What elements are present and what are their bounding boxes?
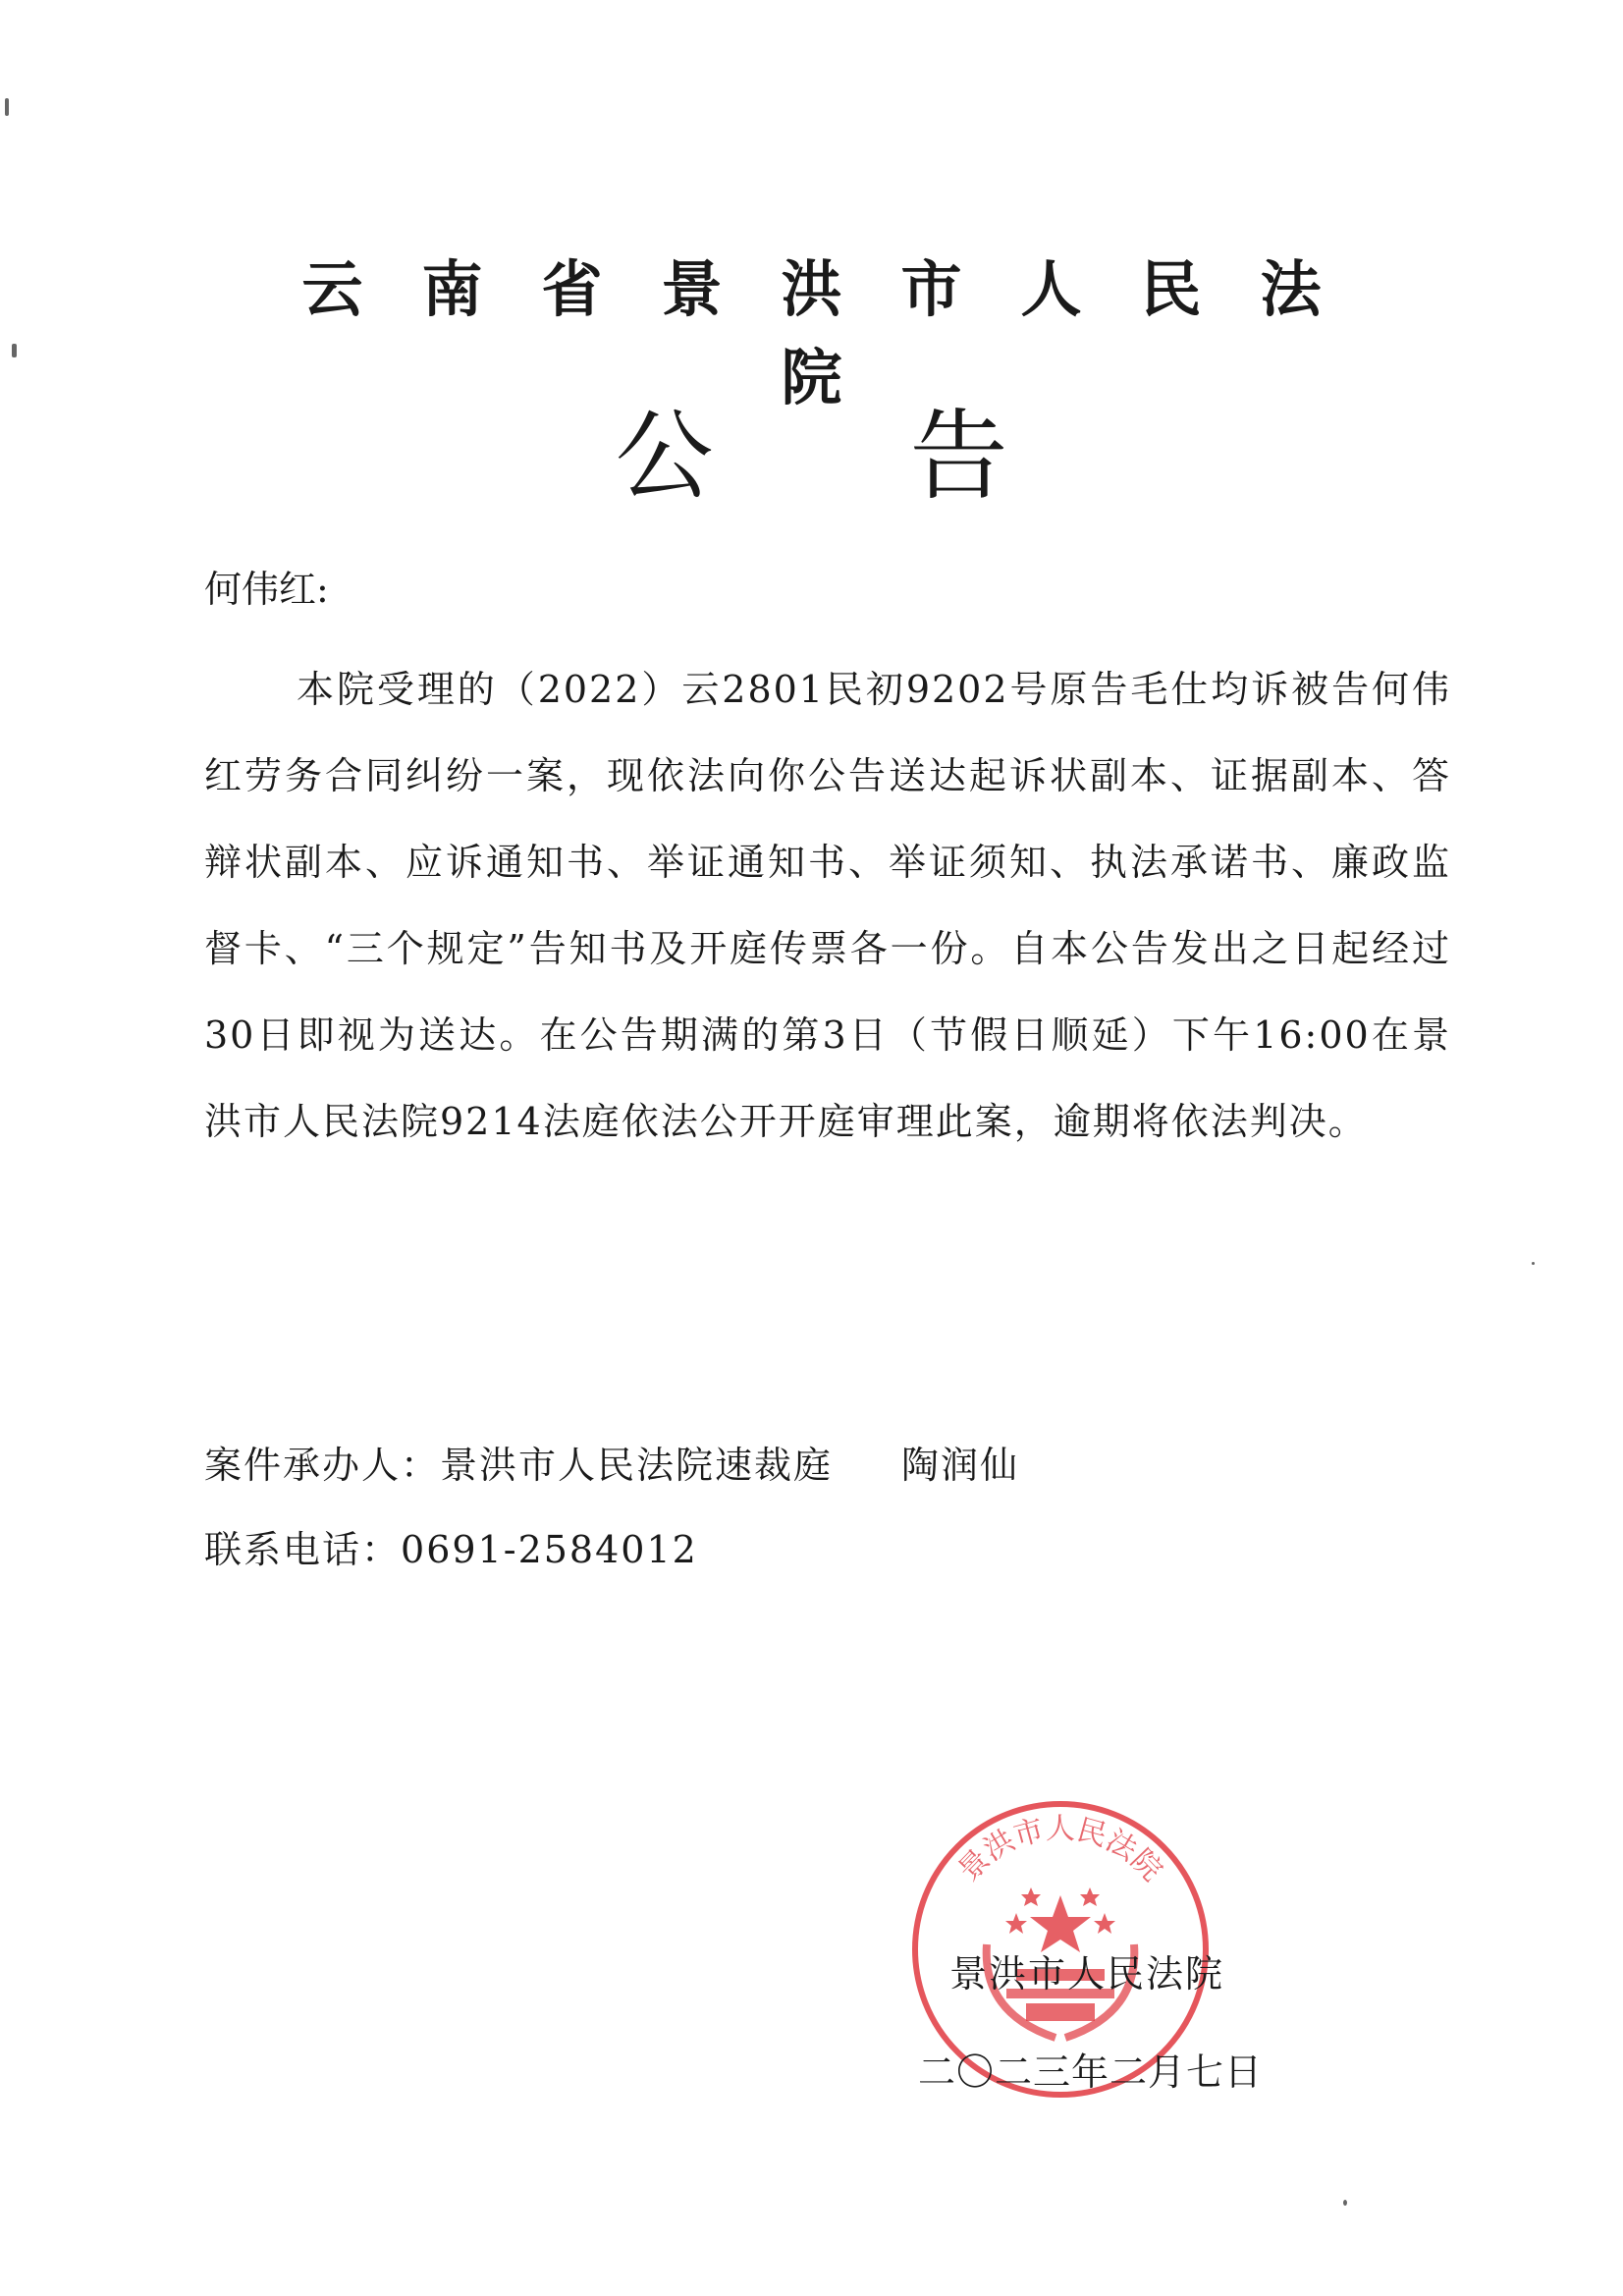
handler-name: 陶润仙 [901, 1444, 1020, 1487]
scan-mark [1532, 1262, 1535, 1265]
handler-department: 景洪市人民法院速裁庭 [440, 1444, 834, 1487]
scan-mark [1343, 2200, 1347, 2206]
phone-label: 联系电话： [204, 1528, 402, 1571]
handler-label: 案件承办人： [204, 1444, 441, 1487]
signing-court: 景洪市人民法院 [949, 1952, 1225, 1995]
notice-body: 本院受理的（2022）云2801民初9202号原告毛仕均诉被告何伟红劳务合同纠纷一案，现依法向你公告送达起诉状副本、证据副本、答辩状副本、应诉通知书、举证通知书、举证须知、执法承诺书、廉政监督卡、“三个规定”告知书及开庭传票各一份。自本公告发出之日起经过30日即视为送达。在公告期满的第3日（节假日顺延）下午16:00在景洪市人民法院9214法庭依法公开开庭审理此案，逾期将依法判决。 [204, 668, 1451, 1143]
court-name-heading: 云南省景洪市人民法院 [301, 253, 1380, 413]
addressee: 何伟红: [204, 568, 329, 611]
phone-number: 0691-2584012 [401, 1528, 698, 1571]
scan-mark [5, 98, 9, 116]
document-title: 公告 [615, 399, 1205, 514]
contact-phone-line [204, 1520, 698, 1579]
signature-block [879, 1797, 1311, 2210]
signing-date: 二〇二三年二月七日 [918, 2050, 1264, 2094]
case-handler-line [204, 1436, 1019, 1495]
scan-mark [12, 344, 17, 357]
seal-text: 景洪市人民法院 [951, 1811, 1169, 1888]
